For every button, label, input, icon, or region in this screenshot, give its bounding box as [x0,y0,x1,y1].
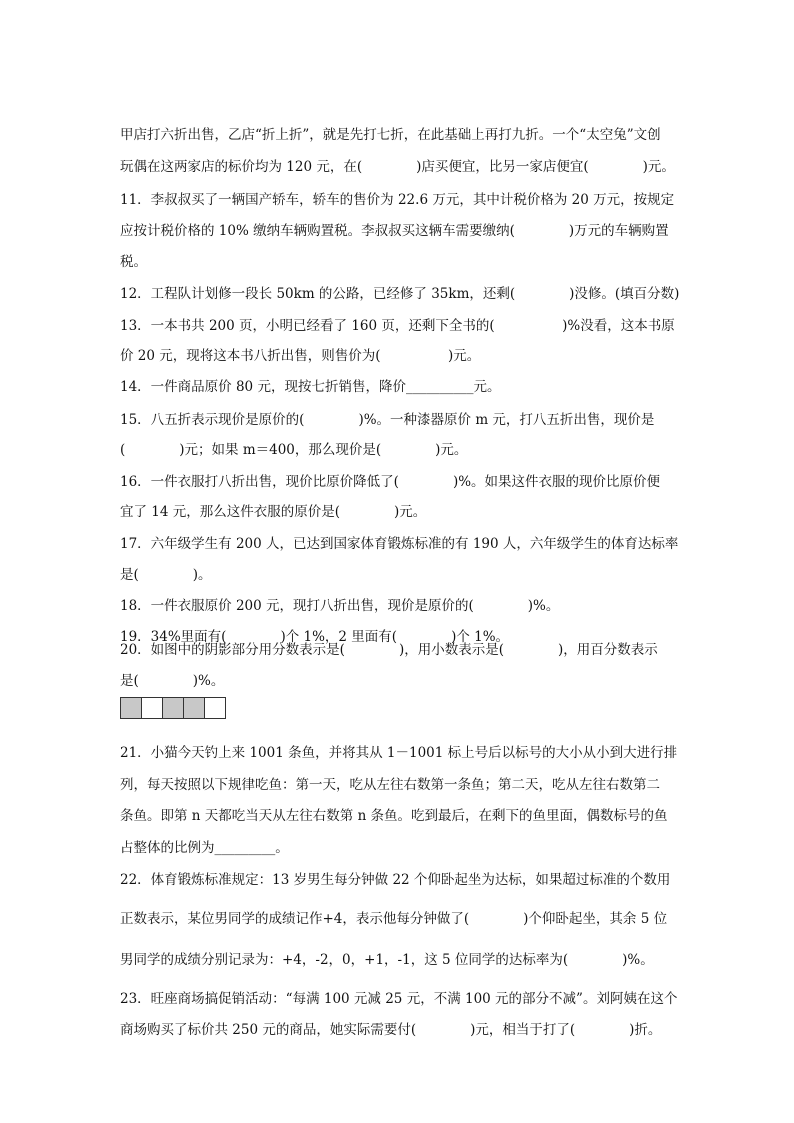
text-line: 男同学的成绩分别记录为：+4，-2，0，+1，-1，这 5 位同学的达标率为( )%。 [120,952,654,968]
text-line: 应按计税价格的 10% 缴纳车辆购置税。李叔叔买这辆车需要缴纳( )万元的车辆购置 [120,223,669,239]
text-line: 22．体育锻炼标准规定：13 岁男生每分钟做 22 个仰卧起坐为达标，如果超过标准的个数用 [120,872,671,888]
grid-cell [183,697,205,719]
text-line: 23．旺座商场搞促销活动：“每满 100 元减 25 元，不满 100 元的部分不减”。刘阿姨在这个 [120,991,678,1007]
text-line: 商场购买了标价共 250 元的商品，她实际需要付( )元，相当于打了( )折。 [120,1022,662,1038]
text-line: 11．李叔叔买了一辆国产轿车，轿车的售价为 22.6 万元，其中计税价格为 20 万元，按规定 [120,192,675,208]
text-line: 占整体的比例为_________。 [120,840,289,856]
text-line: 甲店打六折出售，乙店“折上折”，就是先打七折，在此基础上再打九折。一个“太空兔”文创 [120,127,661,143]
text-line: 19．34%里面有( )个 1%，2 里面有( )个 1%。 [120,629,510,645]
text-line: 13．一本书共 200 页，小明已经看了 160 页，还剩下全书的( )%没看，这本书原 [120,318,675,334]
text-line: ( )元；如果 m＝400，那么现价是( )元。 [120,442,468,458]
text-line: 玩偶在这两家店的标价均为 120 元，在( )店买便宜，比另一家店便宜( )元。 [120,159,675,175]
text-line: 价 20 元，现将这本书八折出售，则售价为( )元。 [120,348,481,364]
text-line: 16．一件衣服打八折出售，现价比原价降低了( )%。如果这件衣服的现价比原价便 [120,474,661,490]
text-line: 17．六年级学生有 200 人，已达到国家体育锻炼标准的有 190 人，六年级学生的体育达标率 [120,536,679,552]
text-line: 12．工程队计划修一段长 50km 的公路，已经修了 35km，还剩( )没修。(填百分数) [120,286,680,302]
text-line: 正数表示，某位男同学的成绩记作+4，表示他每分钟做了( )个仰卧起坐，其余 5 位 [120,911,668,927]
text-line: 税。 [120,254,147,270]
text-line: 列，每天按照以下规律吃鱼：第一天，吃从左往右数第一条鱼；第二天，吃从左往右数第二 [120,777,660,793]
grid-cell [162,697,184,719]
text-line: 宜了 14 元，那么这件衣服的原价是( )元。 [120,504,427,520]
text-line: 20．如图中的阴影部分用分数表示是( )，用小数表示是( )，用百分数表示 [120,642,658,658]
text-line: 条鱼。即第 n 天都吃当天从左往右数第 n 条鱼。吃到最后，在剩下的鱼里面，偶数标号的鱼 [120,808,668,824]
text-line: 是( )。 [120,567,212,583]
text-line: 是( )%。 [120,673,225,689]
shaded-grid-figure [120,697,225,719]
text-line: 14．一件商品原价 80 元，现按七折销售，降价__________元。 [120,379,501,395]
text-line: 18．一件衣服原价 200 元，现打八折出售，现价是原价的( )%。 [120,598,560,614]
grid-cell [120,697,142,719]
text-line: 15．八五折表示现价是原价的( )%。一种漆器原价 m 元，打八五折出售，现价是 [120,412,655,428]
grid-cell [204,697,226,719]
grid-cell [141,697,163,719]
text-line: 21．小猫今天钓上来 1001 条鱼，并将其从 1－1001 标上号后以标号的大小从小到大进行排 [120,745,678,761]
